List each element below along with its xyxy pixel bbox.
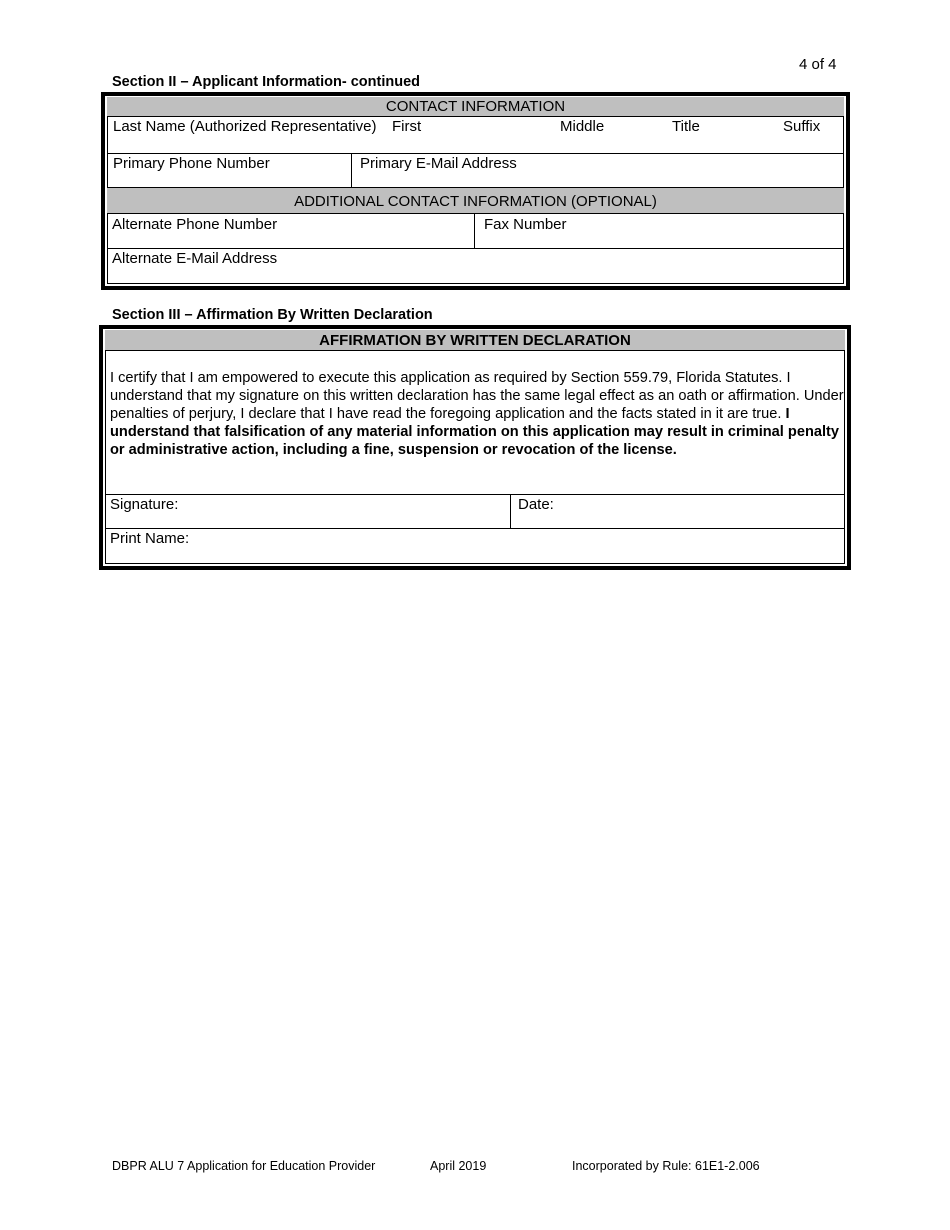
primary-phone-field[interactable] <box>107 154 351 187</box>
alternate-email-field[interactable] <box>107 249 844 284</box>
first-name-label: First <box>392 118 422 135</box>
fax-number-label: Fax Number <box>484 216 567 233</box>
footer-rule: Incorporated by Rule: 61E1-2.006 <box>572 1159 760 1173</box>
alternate-email-label: Alternate E-Mail Address <box>112 250 278 267</box>
date-field[interactable] <box>511 495 845 528</box>
footer-date: April 2019 <box>430 1159 487 1173</box>
section-3-title: Section III – Affirmation By Written Declaration <box>112 307 433 323</box>
title-label: Title <box>672 118 700 135</box>
signature-field[interactable] <box>105 495 510 528</box>
section-2-title: Section II – Applicant Information- continued <box>112 74 420 90</box>
alternate-phone-field[interactable] <box>107 214 474 248</box>
primary-phone-label: Primary Phone Number <box>113 155 270 172</box>
alternate-phone-label: Alternate Phone Number <box>112 216 278 233</box>
name-input-row[interactable] <box>107 117 844 153</box>
date-label: Date: <box>518 496 554 513</box>
contact-information-header: CONTACT INFORMATION <box>107 97 844 117</box>
last-name-label: Last Name (Authorized Representative) <box>113 118 377 135</box>
primary-email-field[interactable] <box>352 154 844 187</box>
affirmation-header: AFFIRMATION BY WRITTEN DECLARATION <box>105 330 845 351</box>
suffix-label: Suffix <box>783 118 821 135</box>
page-number: 4 of 4 <box>799 56 837 73</box>
signature-label: Signature: <box>110 496 179 513</box>
primary-email-label: Primary E-Mail Address <box>360 155 517 172</box>
footer-form-name: DBPR ALU 7 Application for Education Provider <box>112 1159 376 1173</box>
print-name-field[interactable] <box>105 529 845 564</box>
declaration-warning: I understand that falsification of any material information on this application may result in criminal penalty or administrative action, including a fine, suspension or revocation of the license. <box>110 406 840 458</box>
print-name-label: Print Name: <box>110 530 190 547</box>
fax-number-field[interactable] <box>475 214 844 248</box>
declaration-text: I certify that I am empowered to execute this application as required by Section 559.79, Florida Statutes. I understand that my signature on this written declaration has the same legal effect as an oath or affirmation. Under penalties of perjury, I declare that I have read the foregoing application and the facts stated in it are true. <box>110 370 844 422</box>
additional-contact-header: ADDITIONAL CONTACT INFORMATION (OPTIONAL) <box>107 187 844 214</box>
middle-name-label: Middle <box>560 118 605 135</box>
declaration-paragraph <box>110 369 845 459</box>
